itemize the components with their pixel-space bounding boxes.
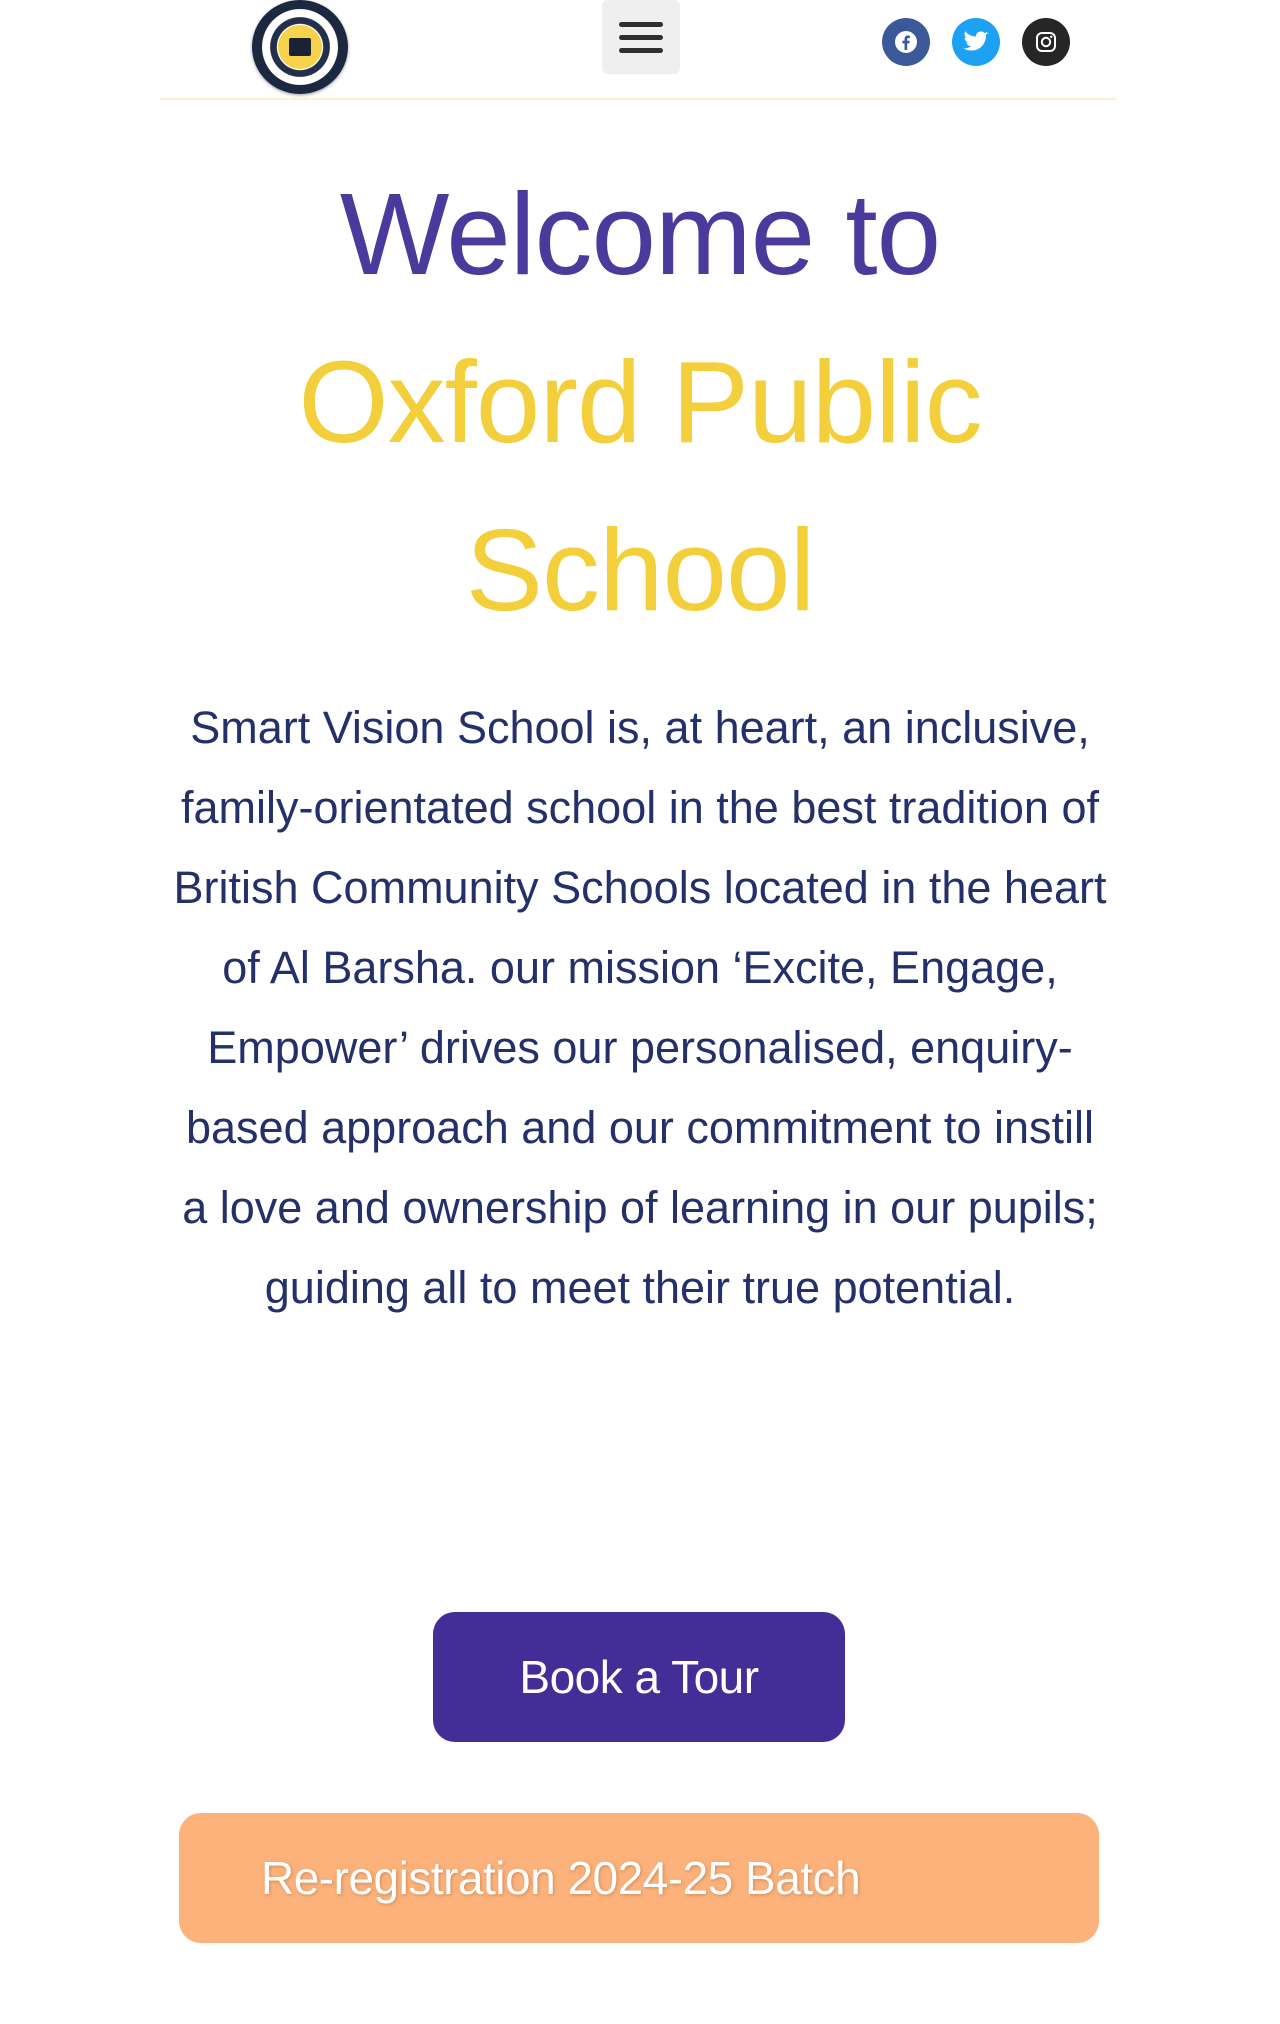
twitter-icon (963, 31, 989, 53)
menu-toggle-button[interactable] (602, 0, 680, 74)
hamburger-menu-icon (619, 35, 663, 40)
site-header (160, 0, 1116, 100)
instagram-icon (1034, 30, 1058, 54)
logo-emblem (278, 25, 322, 69)
facebook-icon (894, 30, 918, 54)
hero-title-line-1: Welcome to (339, 169, 941, 299)
hero-intro-text: Smart Vision School is, at heart, an inclusive, family-orientated school in the best tradition of British Community Schools located in the heart of Al Barsha. our mission ‘Excite, Engage, Empower’ drives our personalised, enquiry-based approach and our commitment to instill a love and ownership of learning in our pupils; guiding all to meet their true potential. (173, 702, 1107, 1313)
school-logo[interactable] (252, 0, 348, 94)
book-a-tour-button[interactable]: Book a Tour (433, 1612, 845, 1742)
facebook-link[interactable] (882, 18, 930, 66)
hero-title (0, 150, 1280, 654)
twitter-link[interactable] (952, 18, 1000, 66)
instagram-link[interactable] (1022, 18, 1070, 66)
hamburger-menu-icon (619, 22, 663, 27)
book-icon (289, 38, 311, 56)
hamburger-menu-icon (619, 48, 663, 53)
re-registration-button[interactable]: Re-registration 2024-25 Batch (179, 1813, 1099, 1943)
hero-title-line-2: Oxford Public (298, 337, 982, 467)
hero-title-line-3: School (465, 505, 815, 635)
